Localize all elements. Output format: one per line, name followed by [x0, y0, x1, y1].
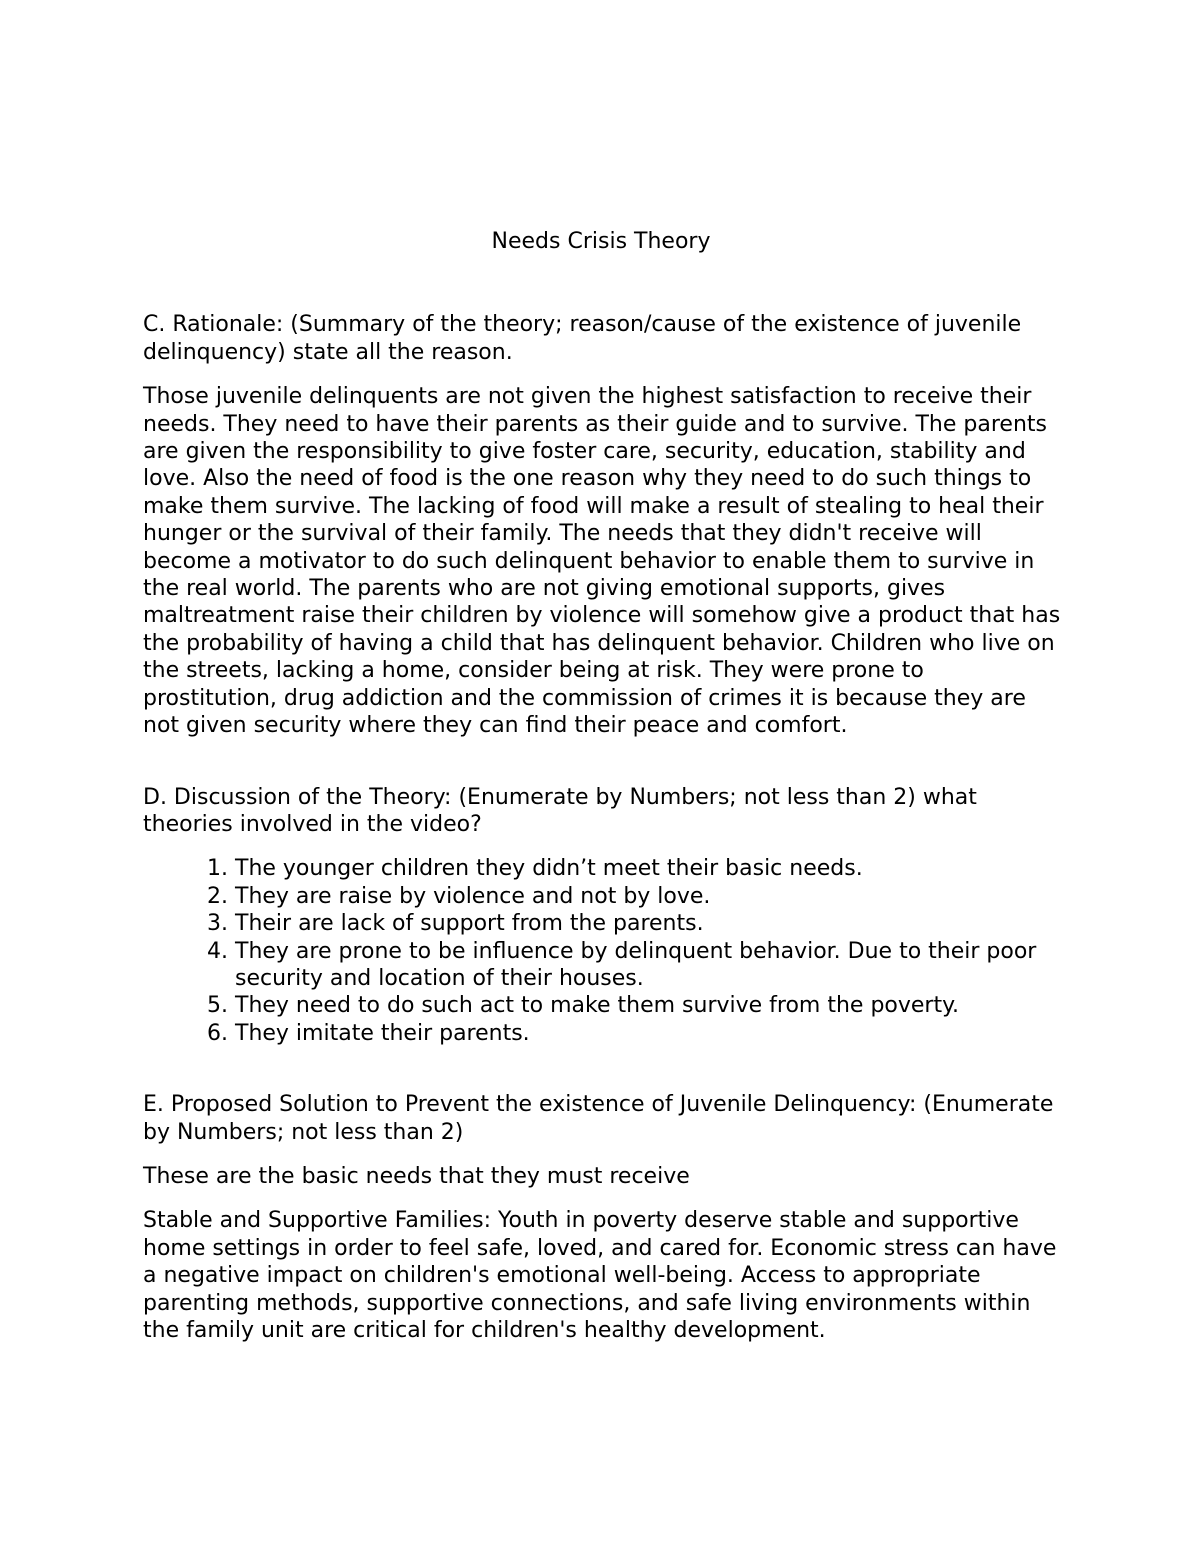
section-e-intro: These are the basic needs that they must receive	[143, 1163, 690, 1189]
section-d-list	[143, 855, 1063, 1047]
list-item: 5. They need to do such act to make them survive from the poverty.	[235, 992, 1063, 1019]
list-item: 4. They are prone to be influence by delinquent behavior. Due to their poor security and location of their houses.	[235, 938, 1063, 993]
section-c-heading: C. Rationale: (Summary of the theory; reason/cause of the existence of juvenile delinquency) state all the reason.	[143, 312, 1022, 365]
document-page	[143, 228, 1063, 1344]
document-title: Needs Crisis Theory	[491, 229, 711, 254]
section-d-heading: D. Discussion of the Theory: (Enumerate by Numbers; not less than 2) what theories involved in the video?	[143, 784, 977, 837]
section-e-body: Stable and Supportive Families: Youth in poverty deserve stable and supportive home settings in order to feel safe, loved, and cared for. Economic stress can have a negative impact on children's emotional well-being. Access to appropriate parenting methods, supportive connections, and safe living environments within the family unit are critical for children's healthy development.	[143, 1208, 1057, 1343]
section-c-body: Those juvenile delinquents are not given the highest satisfaction to receive their needs. They need to have their parents as their guide and to survive. The parents are given the responsibility to give foster care, security, education, stability and love. Also the need of food is the one reason why they need to do such things to make them survive. The lacking of food will make a result of stealing to heal their hunger or the survival of their family. The needs that they didn't receive will become a motivator to do such delinquent behavior to enable them to survive in the real world. The parents who are not giving emotional supports, gives maltreatment raise their children by violence will somehow give a product that has the probability of having a child that has delinquent behavior. Children who live on the streets, lacking a home, consider being at risk. They were prone to prostitution, drug addiction and the commission of crimes it is because they are not given security where they can find their peace and comfort.	[143, 384, 1061, 739]
list-item: 6. They imitate their parents.	[235, 1020, 1063, 1047]
list-item: 2. They are raise by violence and not by love.	[235, 883, 1063, 910]
section-e-heading: E. Proposed Solution to Prevent the existence of Juvenile Delinquency: (Enumerate by Numbers; not less than 2)	[143, 1092, 1054, 1145]
list-item: 1. The younger children they didn’t meet their basic needs.	[235, 855, 1063, 882]
list-item: 3. Their are lack of support from the parents.	[235, 910, 1063, 937]
